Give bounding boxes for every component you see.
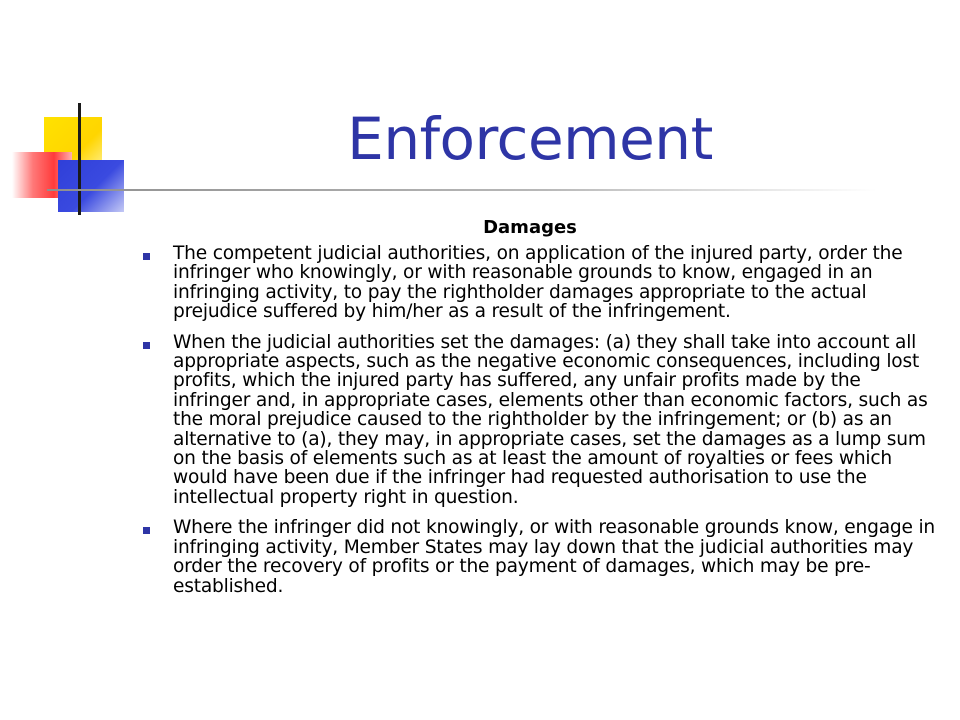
bullet-text: When the judicial authorities set the damages: (a) they shall take into account all appropriate aspects, such as the negative economic consequences, including lost profits, which the injured party has suffered, any unfair profits made by the infringer and, in appropriate cases, elements other than economic factors, such as the moral prejudice caused to the rightholder by the infringement; or (b) as an alternative to (a), they may, in appropriate cases, set the damages as a lump sum on the basis of elements such as at least the amount of royalties or fees which would have been due if the infringer had requested authorisation to use the intellectual property right in question. [173, 331, 928, 508]
bullet-item [133, 244, 938, 322]
bullet-list [133, 244, 938, 607]
bullet-text: Where the infringer did not knowingly, or with reasonable grounds know, engage in infringing activity, Member States may lay down that the judicial authorities may order the recovery of profits or the payment of damages, which may be pre-established. [173, 517, 936, 597]
bullet-marker-icon [143, 342, 150, 349]
title-underline [47, 189, 877, 191]
bullet-marker-icon [143, 253, 150, 260]
bullet-item [133, 333, 938, 508]
bullet-marker-icon [143, 527, 150, 534]
section-heading: Damages [483, 217, 577, 238]
bullet-text: The competent judicial authorities, on application of the injured party, order the infringer who knowingly, or with reasonable grounds to know, engaged in an infringing activity, to pay the rightholder damages appropriate to the actual prejudice suffered by him/her as a result of the infringement. [173, 243, 903, 323]
slide-title: Enforcement [347, 105, 713, 173]
vertical-rule [78, 103, 81, 215]
bullet-item [133, 518, 938, 596]
decorative-squares-logo [0, 0, 140, 230]
blue-square [58, 160, 124, 212]
